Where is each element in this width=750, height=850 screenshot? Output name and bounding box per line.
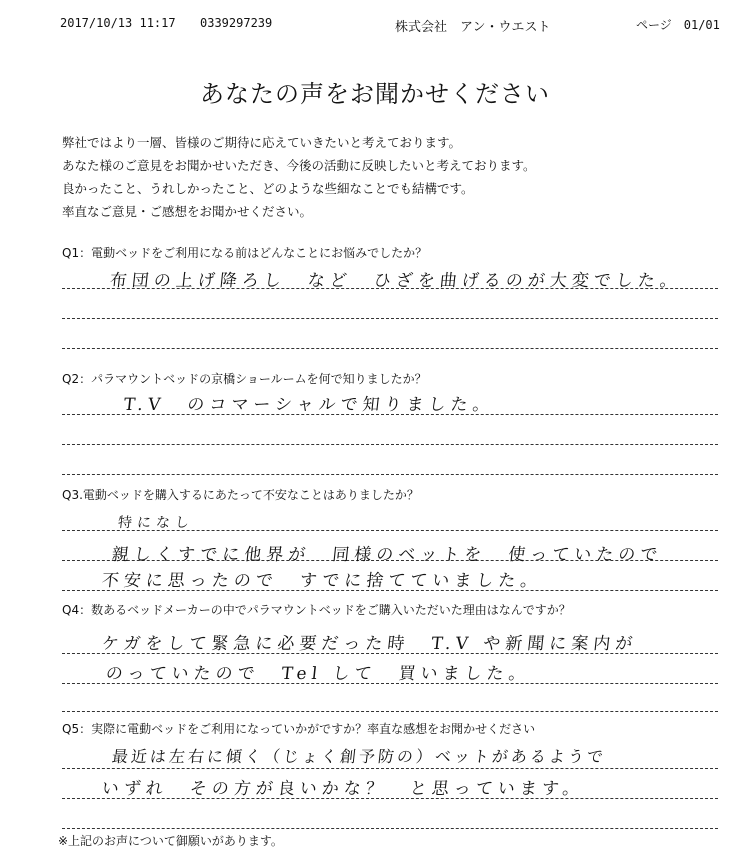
page-title: あなたの声をお聞かせください: [200, 80, 550, 108]
footnote: ※上記のお声について御願いがあります。: [58, 834, 283, 848]
company-name: 株式会社 アン・ウエスト: [395, 20, 551, 35]
question-2: [62, 370, 722, 415]
question-label: Q3.電動ベッドを購入するにあたって不安なことはありましたか？: [62, 488, 419, 502]
question-3: [62, 486, 722, 591]
answer-line: [62, 828, 718, 829]
answer-line: [62, 348, 718, 349]
handwritten-answer: のっていたので Tel して 買いました。: [104, 664, 532, 684]
question-label: Q2：パラマウントベッドの京橋ショールームを何で知りましたか？: [62, 372, 427, 386]
intro-line: 率直なご意見・ご感想をお聞かせください。: [62, 204, 313, 219]
answer-line: [62, 474, 718, 475]
question-4: [62, 601, 722, 684]
answer-line: [62, 444, 718, 445]
handwritten-answer: 最近は左右に傾く（じょく創予防の）ベットがあるようで: [110, 747, 607, 766]
answer-line: [62, 768, 718, 769]
question-5: [62, 720, 722, 799]
question-label: Q5：実際に電動ベッドをご利用になっていかがですか？率直な感想をお聞かせください: [62, 722, 536, 736]
intro-line: 弊社ではより一層、皆様のご期待に応えていきたいと考えております。: [62, 135, 462, 150]
page-number: ページ 01/01: [636, 18, 720, 32]
question-label: Q1：電動ベッドをご利用になる前はどんなことにお悩みでしたか？: [62, 246, 428, 260]
handwritten-answer: 布団の上げ降ろし など ひざを曲げるのが大変でした。: [108, 271, 683, 291]
handwritten-answer: ケガをして緊急に必要だった時 T.V や新聞に案内が: [100, 634, 639, 654]
handwritten-answer: 親しくすでに他界が 同様のベットを 使っていたので: [110, 545, 664, 565]
handwritten-answer: いずれ その方が良いかな？ と思っています。: [100, 779, 586, 799]
question-label: Q4：数あるベッドメーカーの中でパラマウントベッドをご購入いただいた理由はなんですか？: [62, 603, 571, 617]
fax-header: [0, 16, 750, 36]
answer-line: [62, 711, 718, 712]
handwritten-answer: 不安に思ったので すでに捨てていました。: [100, 571, 544, 591]
intro-line: あなた様のご意見をお聞かせいただき、今後の活動に反映したいと考えております。: [62, 158, 536, 173]
fax-datetime: 2017/10/13 11:17: [60, 16, 176, 30]
intro-line: 良かったこと、うれしかったこと、どのような些細なことでも結構です。: [62, 181, 474, 196]
fax-number: 0339297239: [200, 16, 273, 30]
handwritten-answer: T.V のコマーシャルで知りました。: [122, 395, 496, 415]
question-1: [62, 244, 722, 291]
handwritten-answer: 特になし: [117, 515, 195, 531]
intro-text: [62, 131, 702, 223]
answer-line: [62, 318, 718, 319]
